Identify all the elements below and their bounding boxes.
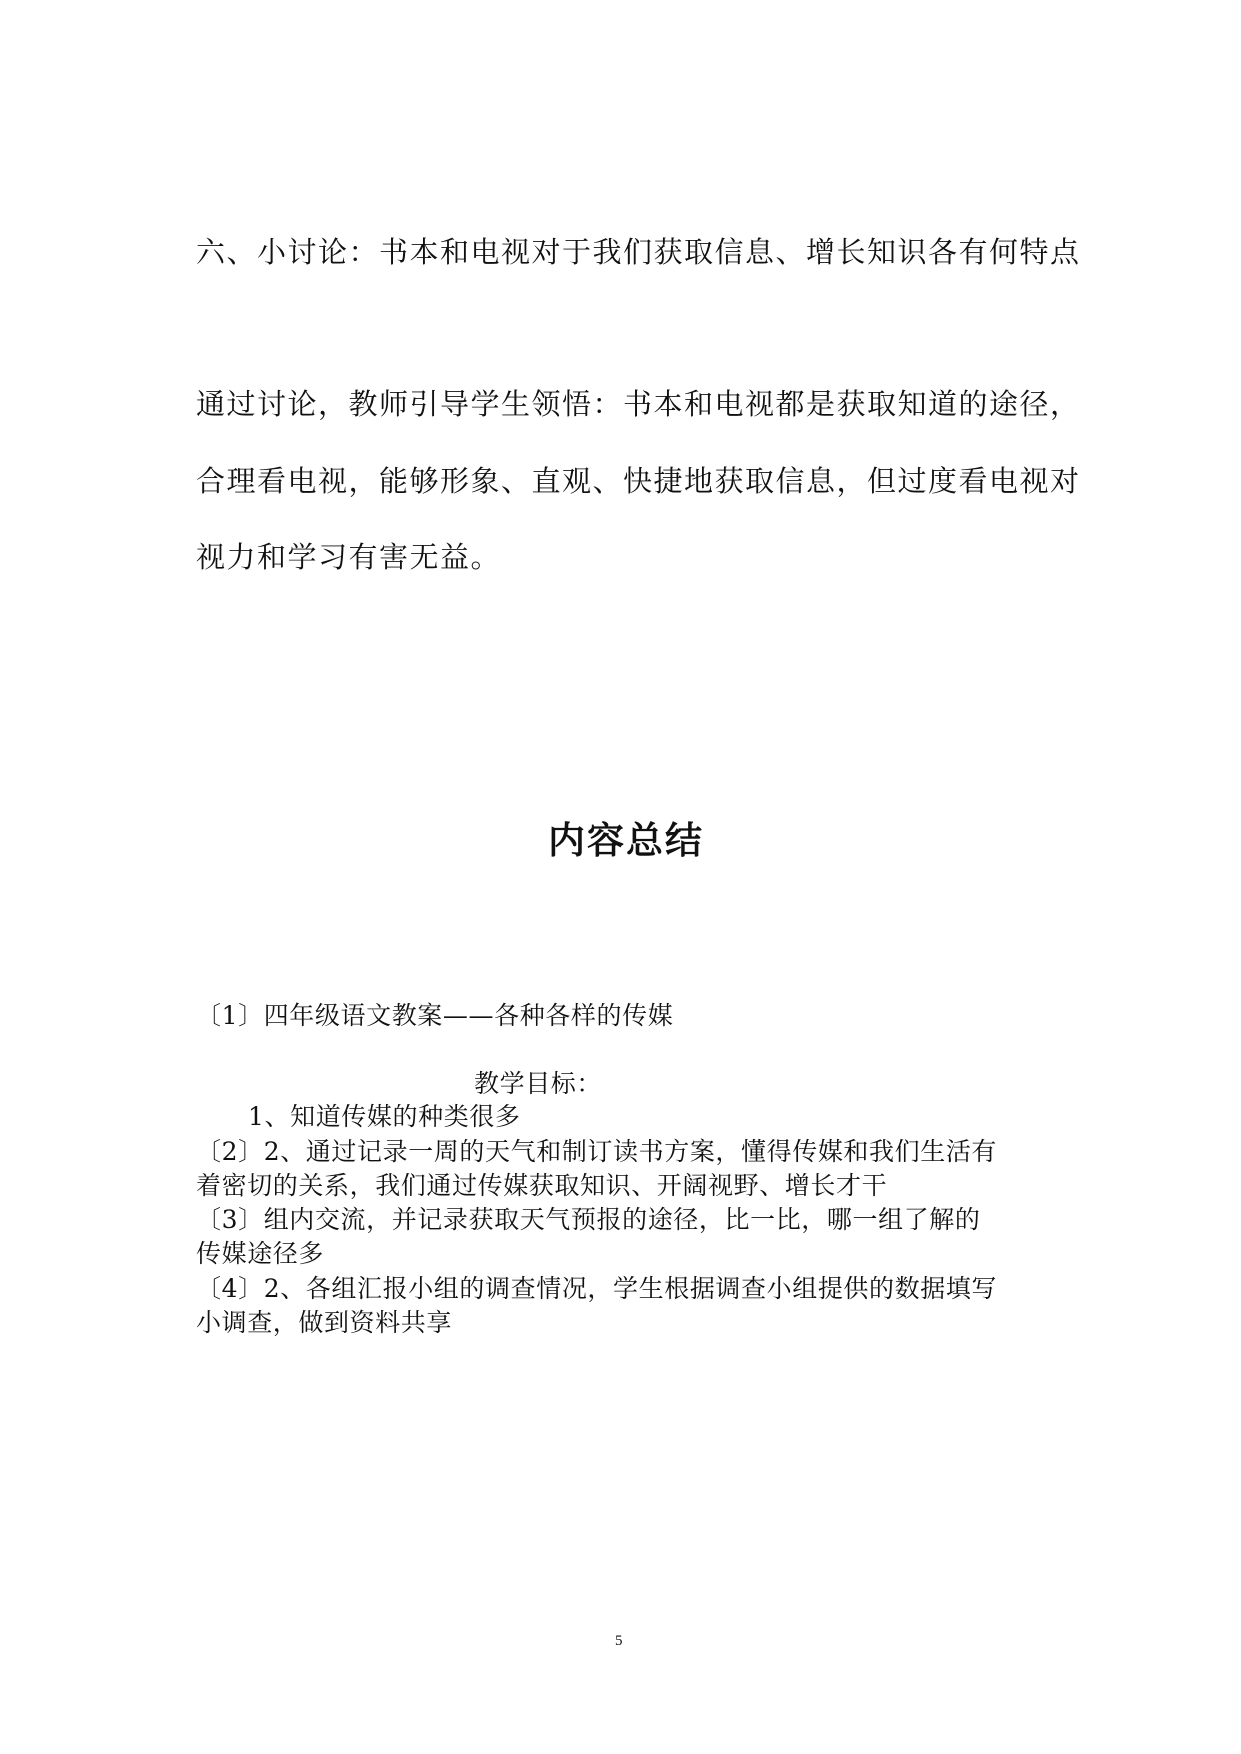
- summary-heading: 内容总结: [548, 819, 704, 862]
- summary-line-3: 1、知道传媒的种类很多: [248, 1102, 521, 1131]
- discussion-paragraph-line-2: 合理看电视，能够形象、直观、快捷地获取信息，但过度看电视对: [196, 464, 1081, 498]
- summary-line-7: 传媒途径多: [196, 1239, 325, 1268]
- page-number: 5: [615, 1633, 623, 1649]
- summary-line-2: 教学目标：: [474, 1069, 603, 1098]
- summary-line-9: 小调查，做到资料共享: [196, 1308, 453, 1337]
- summary-line-6: 〔3〕组内交流，并记录获取天气预报的途径，比一比，哪一组了解的: [196, 1205, 981, 1234]
- discussion-title: 六、小讨论：书本和电视对于我们获取信息、增长知识各有何特点: [196, 235, 1081, 269]
- summary-line-1: 〔1〕四年级语文教案——各种各样的传媒: [196, 1001, 674, 1030]
- discussion-paragraph-line-1: 通过讨论，教师引导学生领悟：书本和电视都是获取知道的途径，: [196, 387, 1081, 421]
- summary-line-5: 着密切的关系，我们通过传媒获取知识、开阔视野、增长才干: [196, 1171, 888, 1200]
- discussion-paragraph-line-3: 视力和学习有害无益。: [196, 540, 502, 574]
- summary-line-8: 〔4〕2、各组汇报小组的调查情况，学生根据调查小组提供的数据填写: [196, 1274, 998, 1303]
- summary-line-4: 〔2〕2、通过记录一周的天气和制订读书方案，懂得传媒和我们生活有: [196, 1137, 998, 1166]
